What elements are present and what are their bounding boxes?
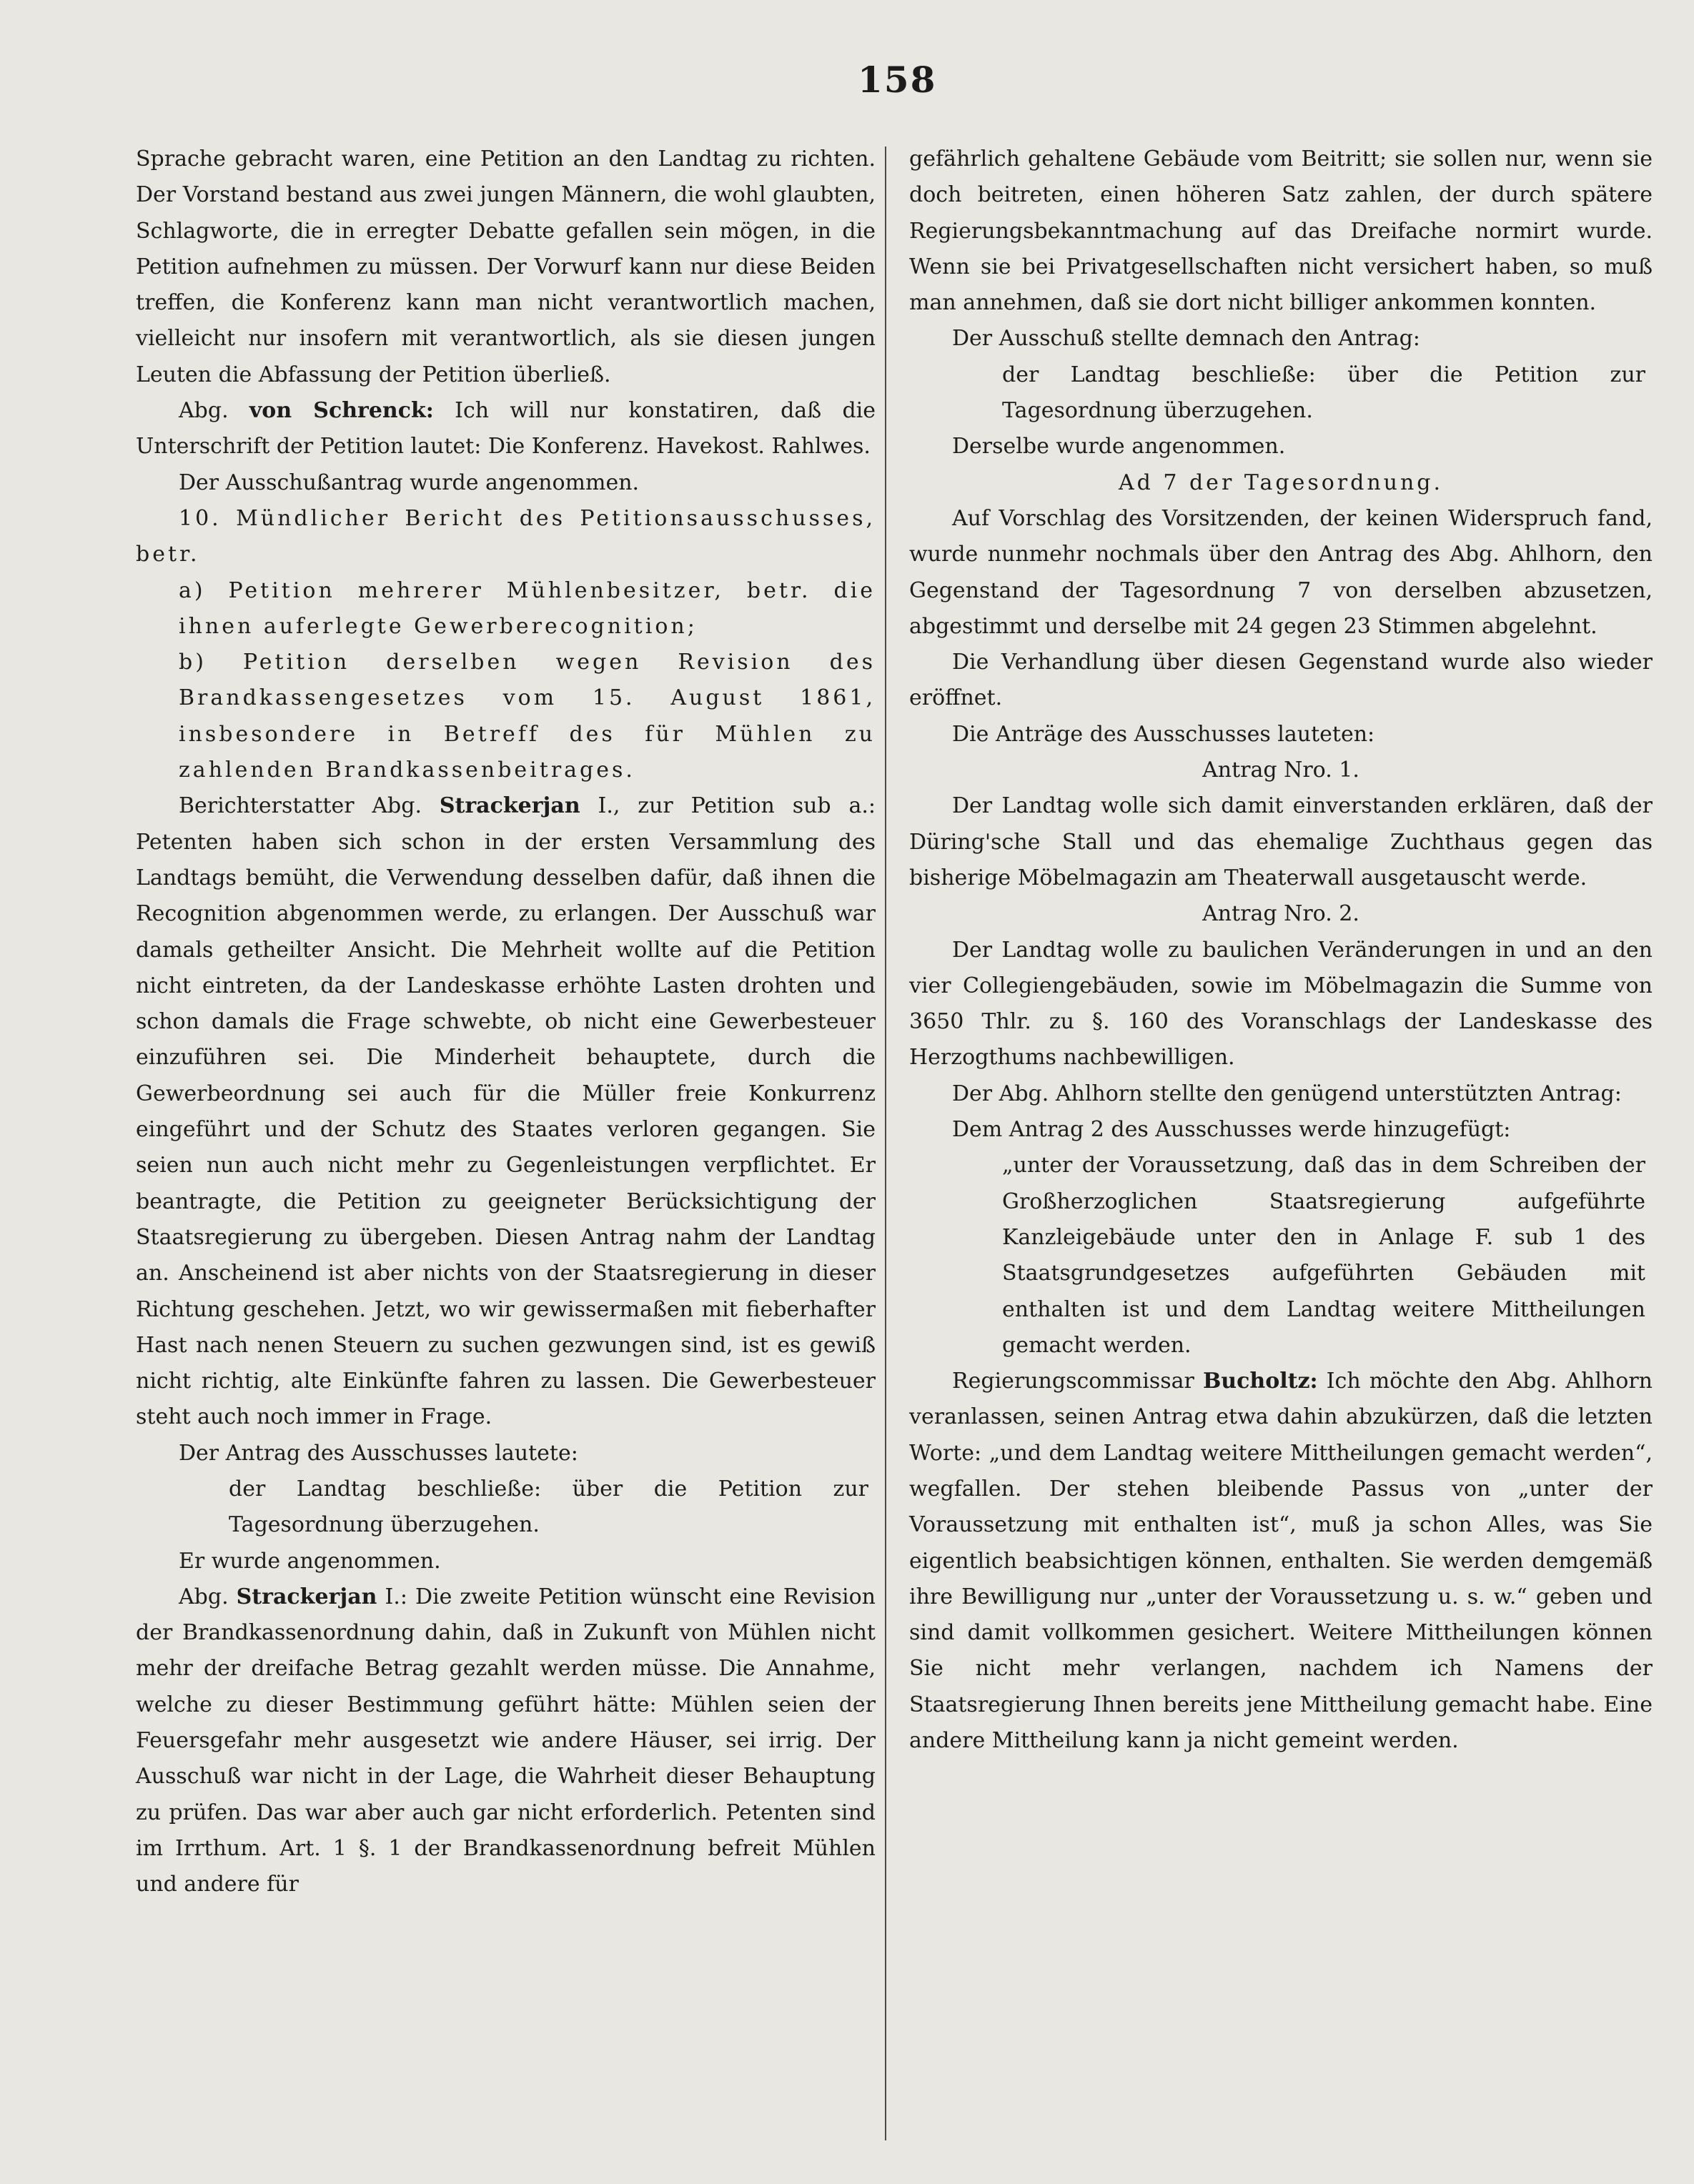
paragraph: Derselbe wurde angenommen. [952,434,1286,460]
speech-text: I.: Die zweite Petition wünscht eine Revision der Brandkassenordnung dahin, daß in Zukunft von Mühlen nicht mehr der dreifache Betrag gezahlt werden müsse. Die Annahme, welche zu dieser Bestimmung geführt hätte: Mühlen seien der Feuersgefahr mehr ausgesetzt wie andere Häuser, sei irrig. Der Ausschuß war nicht in der Lage, die Wahrheit dieser Behauptung zu prüfen. Das war aber auch gar nicht erforderlich. Petenten sind im Irrthum. Art. 1 §. 1 der Brandkassenordnung befreit Mühlen und andere für [136,1584,876,1897]
speech-text: Ich möchte den Abg. Ahlhorn veranlassen, seinen Antrag etwa dahin abzukürzen, daß die letzten Worte: „und dem Landtag weitere Mittheilungen gemacht werden“, wegfallen. Der stehen bleibende Passus von „unter der Voraussetzung mit enthalten ist“, muß ja schon Alles, was Sie eigentlich beabsichtigen können, enthalten. Sie werden demgemäß ihre Bewilligung nur „unter der Voraussetzung u. s. w.“ geben und sind damit vollkommen gesichert. Weitere Mittheilungen können Sie nicht mehr verlangen, nachdem ich Namens der Staatsregierung Ihnen bereits jene Mittheilung gemacht habe. Eine andere Mittheilung kann ja nicht gemeint werden. [909,1369,1653,1754]
paragraph: gefährlich gehaltene Gebäude vom Beitritt; sie sollen nur, wenn sie doch beitreten, einen höheren Satz zahlen, der durch spätere Regierungsbekanntmachung auf das Dreifache normirt wurde. Wenn sie bei Privatgesellschaften nicht versichert haben, so muß man annehmen, daß sie dort nicht billiger ankommen konnten. [909,147,1653,316]
paragraph: Dem Antrag 2 des Ausschusses werde hinzugefügt: [952,1117,1511,1143]
right-column [909,142,1653,1759]
speech-text: I., zur Petition sub a.: Petenten haben sich schon in der ersten Versammlung des Landtags bemüht, die Verwendung desselben dafür, daß ihnen die Recognition abgenommen werde, zu erlangen. Der Ausschuß war damals getheilter Ansicht. Die Mehrheit wollte auf die Petition nicht eintreten, da der Landeskasse erhöhte Lasten drohten und schon damals die Frage schwebte, ob nicht eine Gewerbesteuer einzuführen sei. Die Minderheit behauptete, durch die Gewerbeordnung sei auch für die Müller freie Konkurrenz eingeführt und der Schutz des Staates verloren gegangen. Sie seien nun auch nicht mehr zu Gegenleistungen verpflichtet. Er beantragte, die Petition zu geeigneter Berücksichtigung der Staatsregierung zu übergeben. Diesen Antrag nahm der Landtag an. Anscheinend ist aber nichts von der Staatsregierung in dieser Richtung geschehen. Jetzt, wo wir gewissermaßen mit fieberhafter Hast nach nenen Steuern zu suchen gezwungen sind, ist es gewiß nicht richtig, alte Einkünfte fahren zu lassen. Die Gewerbesteuer steht auch noch immer in Frage. [136,793,876,1430]
speaker-name: Strackerjan [439,793,580,819]
column-divider [885,147,886,2140]
paragraph: Auf Vorschlag des Vorsitzenden, der keinen Widerspruch fand, wurde nunmehr nochmals über den Antrag des Abg. Ahlhorn, den Gegenstand der Tagesordnung 7 von derselben abzusetzen, abgestimmt und derselbe mit 24 gegen 23 Stimmen abgelehnt. [909,505,1653,639]
paragraph: Der Abg. Ahlhorn stellte den genügend unterstützten Antrag: [952,1081,1622,1106]
paragraph: Die Anträge des Ausschusses lauteten: [952,721,1375,747]
left-column [136,142,876,1903]
agenda-subitem: a) Petition mehrerer Mühlenbesitzer, betr. die ihnen auferlegte Gewerberecognition; [179,577,876,639]
speaker-prefix: Abg. [179,1584,229,1609]
speaker-prefix: Regierungscommissar [952,1369,1194,1394]
speaker-name: Strackerjan [236,1584,377,1609]
motion-text: der Landtag beschließe: über die Petition zur Tagesordnung überzugehen. [1002,362,1645,424]
speaker-name: Bucholtz: [1202,1369,1318,1394]
paragraph [136,1579,876,1903]
speaker-prefix: Abg. [179,398,229,424]
agenda-item: 10. Mündlicher Bericht des Petitionsausschusses, betr. [136,505,876,567]
speaker-prefix: Berichterstatter Abg. [179,793,422,819]
paragraph: Er wurde angenommen. [179,1548,441,1574]
section-heading: Ad 7 der Tagesordnung. [1118,470,1444,495]
paragraph: Der Antrag des Ausschusses lautete: [179,1440,578,1466]
motion-text: der Landtag beschließe: über die Petition zur Tagesordnung überzugehen. [229,1476,868,1538]
paragraph: Der Ausschußantrag wurde angenommen. [179,470,640,495]
page-number: 158 [858,59,937,101]
motion-text: „unter der Voraussetzung, daß das in dem Schreiben der Großherzoglichen Staatsregierung aufgeführte Kanzleigebäude unter den in Anlage F. sub 1 des Staatsgrundgesetzes aufgeführten Gebäuden mit enthalten ist und dem Landtag weitere Mittheilungen gemacht werden. [1002,1153,1645,1358]
paragraph [909,1364,1653,1759]
motion-heading: Antrag Nro. 1. [1202,758,1359,783]
paragraph [136,393,876,465]
motion-heading: Antrag Nro. 2. [1202,901,1359,927]
motion-text: Der Landtag wolle sich damit einverstanden erklären, daß der Düring'sche Stall und das ehemalige Zuchthaus gegen das bisherige Möbelmagazin am Theaterwall ausgetauscht werde. [909,793,1653,890]
motion-text: Der Landtag wolle zu baulichen Veränderungen in und an den vier Collegiengebäuden, sowie im Möbelmagazin die Summe von 3650 Thlr. zu §. 160 des Voranschlags der Landeskasse des Herzogthums nachbewilligen. [909,937,1653,1071]
speech-text: Ich will nur konstatiren, daß die Unterschrift der Petition lautet: Die Konferenz. Havekost. Rahlwes. [136,398,876,460]
paragraph: Der Ausschuß stellte demnach den Antrag: [952,326,1420,352]
paragraph: Die Verhandlung über diesen Gegenstand wurde also wieder eröffnet. [909,650,1653,711]
paragraph [136,788,876,1435]
paragraph: Sprache gebracht waren, eine Petition an den Landtag zu richten. Der Vorstand bestand aus zwei jungen Männern, die wohl glaubten, Schlagworte, die in erregter Debatte gefallen sein mögen, in die Petition aufnehmen zu müssen. Der Vorwurf kann nur diese Beiden treffen, die Konferenz kann man nicht verantwortlich machen, vielleicht nur insofern mit verantwortlich, als sie diesen jungen Leuten die Abfassung der Petition überließ. [136,147,876,387]
speaker-name: von Schrenck: [249,398,434,424]
agenda-subitem: b) Petition derselben wegen Revision des Brandkassengesetzes vom 15. August 1861, insbesondere in Betreff des für Mühlen zu zahlenden Brandkassenbeitrages. [179,650,876,783]
